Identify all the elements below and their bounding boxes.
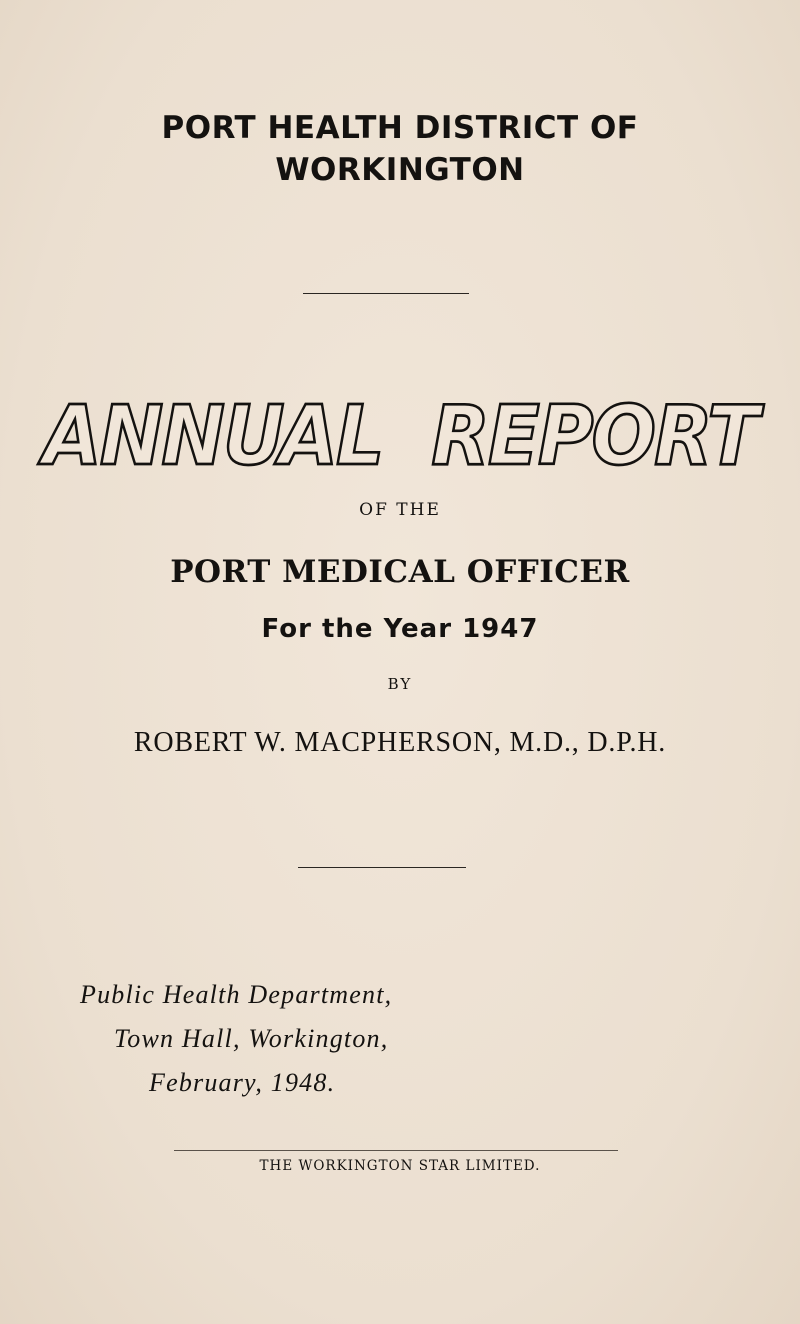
divider-rule-top xyxy=(303,293,469,294)
address-line1: Public Health Department, xyxy=(80,980,393,1009)
district-heading-line2: WORKINGTON xyxy=(275,152,525,188)
district-heading-line1: PORT HEALTH DISTRICT OF xyxy=(161,110,639,146)
of-the-label: OF THE xyxy=(359,500,441,520)
address-line2: Town Hall, Workington, xyxy=(114,1024,389,1053)
printer-imprint: THE WORKINGTON STAR LIMITED. xyxy=(259,1158,541,1174)
report-year: For the Year 1947 xyxy=(261,614,539,644)
address-date: February, 1948. xyxy=(149,1068,336,1097)
divider-rule-bottom xyxy=(174,1150,618,1151)
title-word-annual: ANNUAL xyxy=(42,387,383,484)
by-label: BY xyxy=(387,675,413,693)
officer-title: PORT MEDICAL OFFICER xyxy=(170,554,630,590)
divider-rule-middle xyxy=(298,867,466,868)
annual-report-title xyxy=(0,388,800,483)
title-word-report: REPORT xyxy=(431,387,758,484)
author-name: ROBERT W. MACPHERSON, M.D., D.P.H. xyxy=(133,727,667,758)
